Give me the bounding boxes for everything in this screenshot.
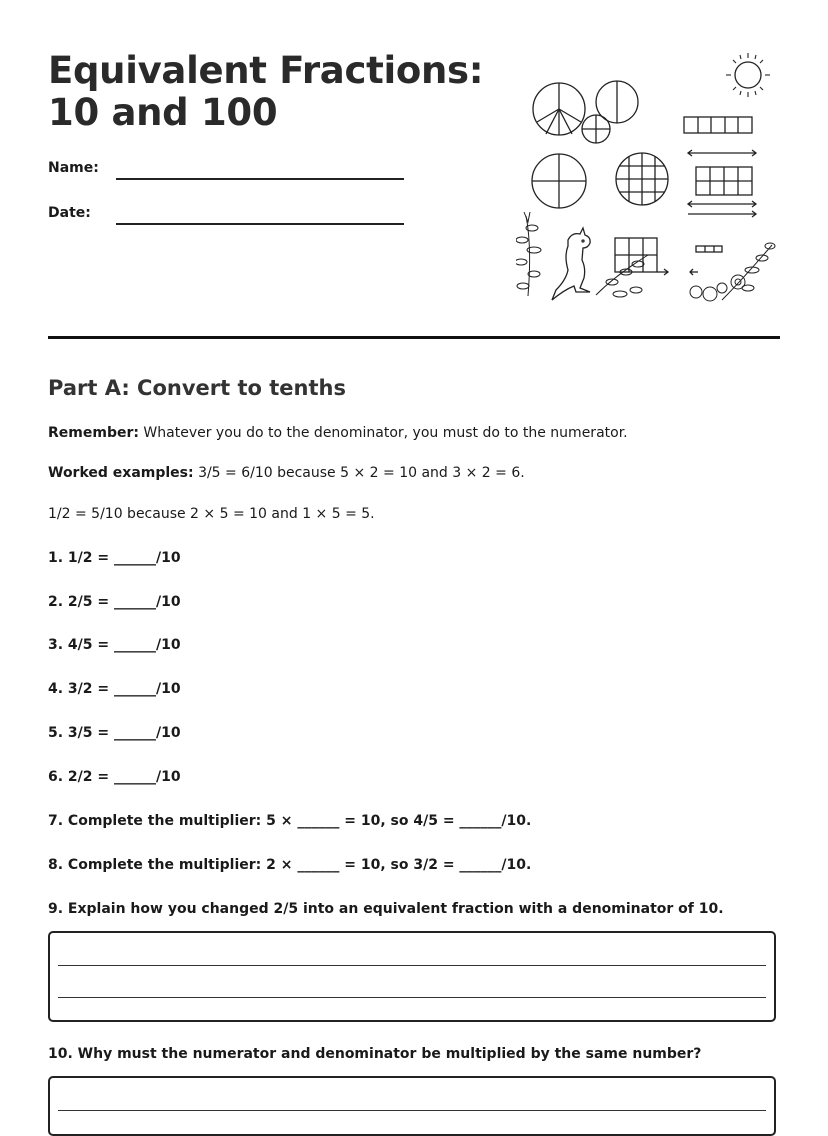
question-6: 6. 2/2 = ______/10 [48,769,181,785]
leafy-plant-middle-icon [596,255,648,297]
stacked-arrows-icon [688,201,756,217]
worksheet-title: Equivalent Fractions: 10 and 100 [48,49,484,134]
double-arrow-icon [688,150,756,156]
answer-line [58,997,766,998]
answer-line [58,965,766,966]
question-4: 4. 3/2 = ______/10 [48,681,181,697]
question-8: 8. Complete the multiplier: 2 × ______ = 10, so 3/2 = ______/10. [48,857,532,873]
fraction-illustration [516,50,780,310]
answer-box-10[interactable] [48,1076,776,1136]
worked-example-1: 3/5 = 6/10 because 5 × 2 = 10 and 3 × 2 = 6. [198,465,525,481]
question-7: 7. Complete the multiplier: 5 × ______ = 10, so 4/5 = ______/10. [48,813,532,829]
name-label: Name: [48,160,99,176]
worked-example-2: 1/2 = 5/10 because 2 × 5 = 10 and 1 × 5 = 5. [48,506,375,522]
fraction-bar-small-icon [696,246,722,252]
question-10: 10. Why must the numerator and denominator be multiplied by the same number? [48,1046,702,1062]
question-5: 5. 3/5 = ______/10 [48,725,181,741]
kangaroo-icon [552,228,590,300]
header-divider [48,336,780,339]
name-write-line[interactable] [116,178,404,180]
fraction-circle-quarters-small-icon [582,115,610,143]
worked-examples [48,465,525,481]
remember-text: Whatever you do to the denominator, you must do to the numerator. [143,425,628,441]
question-9: 9. Explain how you changed 2/5 into an equivalent fraction with a denominator of 10. [48,901,724,917]
question-1: 1. 1/2 = ______/10 [48,550,181,566]
fraction-circle-grid-icon [616,153,668,205]
fraction-circle-quarters-icon [532,154,586,208]
answer-line [58,1110,766,1111]
date-write-line[interactable] [116,223,404,225]
worked-examples-label: Worked examples: [48,465,194,481]
question-3: 3. 4/5 = ______/10 [48,637,181,653]
date-field [48,205,91,221]
fraction-grid-bar-icon [696,167,752,195]
small-arrow-icon [690,269,698,275]
fraction-circle-sixths-icon [533,83,585,135]
fraction-bar-fifths-icon [684,117,752,133]
name-field [48,160,99,176]
remember-note [48,425,628,441]
date-label: Date: [48,205,91,221]
remember-label: Remember: [48,425,139,441]
leafy-plant-left-icon [516,212,541,296]
sun-icon [726,53,770,97]
question-2: 2. 2/5 = ______/10 [48,594,181,610]
answer-box-9[interactable] [48,931,776,1022]
part-a-heading: Part A: Convert to tenths [48,376,346,400]
